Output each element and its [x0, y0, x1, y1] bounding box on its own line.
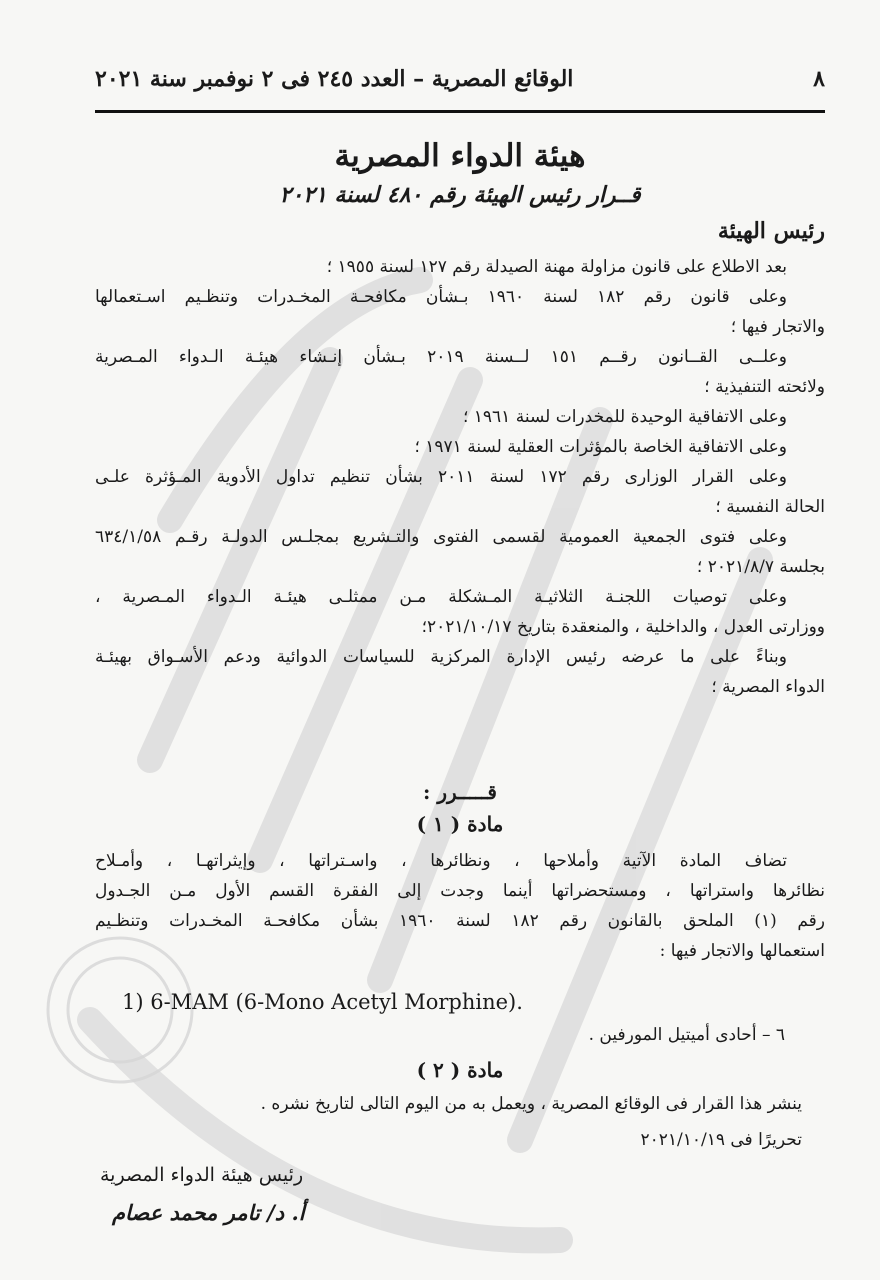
article-line: نظائرها واستراتها ، ومستحضراتها أينما وجدت إلى الفقرة القسم الأول مـن الجـدول	[95, 881, 825, 901]
decision-heading: قـــــرر :	[423, 780, 497, 804]
preamble-line: ووزارتى العدل ، والداخلية ، والمنعقدة بتاريخ ٢٠٢١/١٠/١٧؛	[421, 617, 825, 637]
article-2-heading: مادة ( ٢ )	[416, 1058, 504, 1082]
article-1-heading: مادة ( ١ )	[416, 812, 504, 836]
preamble-line: والاتجار فيها ؛	[730, 317, 825, 337]
page-number: ٨	[813, 66, 825, 92]
article-line: رقم (١) الملحق بالقانون رقم ١٨٢ لسنة ١٩٦٠ بشأن مكافحـة المخـدرات وتنظـيم	[95, 911, 825, 931]
preamble-line: بجلسة ٢٠٢١/٨/٧ ؛	[696, 557, 825, 577]
header-rule	[95, 110, 825, 113]
substance-latin: 1) 6-MAM (6-Mono Acetyl Morphine).	[122, 990, 523, 1014]
article-1-text	[95, 846, 825, 966]
preamble	[95, 252, 825, 702]
gazette-header	[95, 62, 825, 96]
substance-arabic: ٦ – أحادى أميتيل المورفين .	[588, 1025, 785, 1045]
preamble-line: الحالة النفسية ؛	[715, 497, 825, 517]
preamble-line: وبناءً على ما عرضه رئيس الإدارة المركزية للسياسات الدوائية ودعم الأسـواق بهيئـة	[95, 647, 787, 667]
preamble-line: وعلى الاتفاقية الخاصة بالمؤثرات العقلية لسنة ١٩٧١ ؛	[414, 437, 787, 457]
authority-title: هيئة الدواء المصرية	[334, 138, 586, 174]
preamble-line: وعلى الاتفاقية الوحيدة للمخدرات لسنة ١٩٦١ ؛	[462, 407, 787, 427]
publication-clause: ينشر هذا القرار فى الوقائع المصرية ، ويعمل به من اليوم التالى لتاريخ نشره .	[260, 1094, 802, 1114]
article-line: تضاف المادة الآتية وأملاحها ، ونظائرها ، واسـتراتها ، وإيثراتهـا ، وأمـلاح	[95, 851, 787, 871]
preamble-line: وعلى توصيات اللجنـة الثلاثيـة المـشكلة مـن ممثلـى هيئـة الـدواء المـصرية ،	[95, 587, 787, 607]
signatory-title: رئيس هيئة الدواء المصرية	[100, 1164, 304, 1186]
written-date: تحريرًا فى ٢٠٢١/١٠/١٩	[640, 1130, 802, 1150]
preamble-line: بعد الاطلاع على قانون مزاولة مهنة الصيدلة رقم ١٢٧ لسنة ١٩٥٥ ؛	[326, 257, 787, 277]
gazette-issue: الوقائع المصرية – العدد ٢٤٥ فى ٢ نوفمبر سنة ٢٠٢١	[95, 66, 574, 92]
preamble-line: وعلى القرار الوزارى رقم ١٧٢ لسنة ٢٠١١ بشأن تنظيم تداول الأدوية المـؤثرة علـى	[95, 467, 787, 487]
preamble-line: وعلى فتوى الجمعية العمومية لقسمى الفتوى والتـشريع بمجلـس الدولـة رقـم ٦٣٤/١/٥٨	[95, 527, 787, 547]
signatory-name: أ. د/ تامر محمد عصام	[112, 1200, 305, 1225]
president-heading: رئيس الهيئة	[717, 218, 825, 244]
preamble-line: ولائحته التنفيذية ؛	[704, 377, 825, 397]
preamble-line: الدواء المصرية ؛	[711, 677, 825, 697]
article-line: استعمالها والاتجار فيها :	[659, 941, 825, 961]
preamble-line: وعلــى القــانون رقــم ١٥١ لــسنة ٢٠١٩ بـشأن إنـشاء هيئـة الـدواء المـصرية	[95, 347, 787, 367]
preamble-line: وعلى قانون رقم ١٨٢ لسنة ١٩٦٠ بـشأن مكافحـة المخـدرات وتنظـيم اسـتعمالها	[95, 287, 787, 307]
decree-title: قــرار رئيس الهيئة رقم ٤٨٠ لسنة ٢٠٢١	[279, 182, 641, 208]
